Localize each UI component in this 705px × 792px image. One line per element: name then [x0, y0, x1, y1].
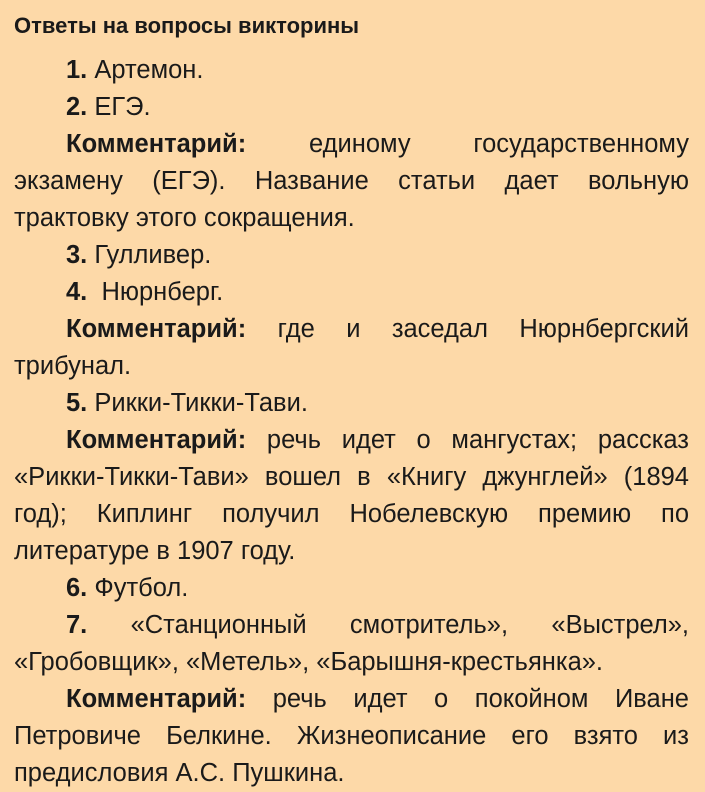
section-title: Ответы на вопросы викторины: [14, 13, 360, 38]
answer-5: [14, 385, 689, 422]
answer-7: [14, 607, 689, 681]
answer-text: Гулливер.: [87, 241, 212, 269]
answer-number: 2.: [66, 93, 88, 121]
comment-text: единому государственному экзамену (ЕГЭ). Название статьи дает вольную трактовку этого сокращения.: [14, 130, 689, 232]
answer-1: [14, 52, 689, 89]
comment-5: [14, 422, 689, 570]
answer-4: [14, 274, 689, 311]
answers-body: [14, 52, 689, 792]
answer-text: Нюрнберг.: [87, 278, 224, 306]
comment-text: где и заседал Нюрнбергский трибунал.: [14, 315, 689, 380]
answer-3: [14, 237, 689, 274]
comment-text: речь идет о покойном Иване Петровиче Белкине. Жизнеописание его взято из предисловия А.С. Пушкина.: [14, 685, 689, 787]
answer-text: Артемон.: [87, 56, 204, 84]
comment-7: [14, 681, 689, 792]
comment-text: речь идет о мангустах; рассказ «Рикки-Тикки-Тави» вошел в «Книгу джунглей» (1894 год); Киплинг получил Нобелевскую премию по литературе в 1907 году.: [14, 426, 689, 565]
answer-number: 5.: [66, 389, 88, 417]
answer-6: [14, 570, 689, 607]
comment-label: Комментарий:: [66, 685, 247, 713]
comment-label: Комментарий:: [66, 315, 247, 343]
answer-text: ЕГЭ.: [87, 93, 151, 121]
comment-label: Комментарий:: [66, 426, 247, 454]
answer-number: 1.: [66, 56, 88, 84]
answer-number: 4.: [66, 278, 88, 306]
answer-2: [14, 89, 689, 126]
answer-text: Рикки-Тикки-Тави.: [87, 389, 308, 417]
answer-text: Футбол.: [87, 574, 189, 602]
comment-label: Комментарий:: [66, 130, 247, 158]
answer-number: 7.: [66, 611, 88, 639]
comment-4: [14, 311, 689, 385]
answer-text: «Станционный смотритель», «Выстрел», «Гробовщик», «Метель», «Барышня-крестьянка».: [14, 611, 689, 676]
comment-2: [14, 126, 689, 237]
answer-number: 3.: [66, 241, 88, 269]
answer-number: 6.: [66, 574, 88, 602]
